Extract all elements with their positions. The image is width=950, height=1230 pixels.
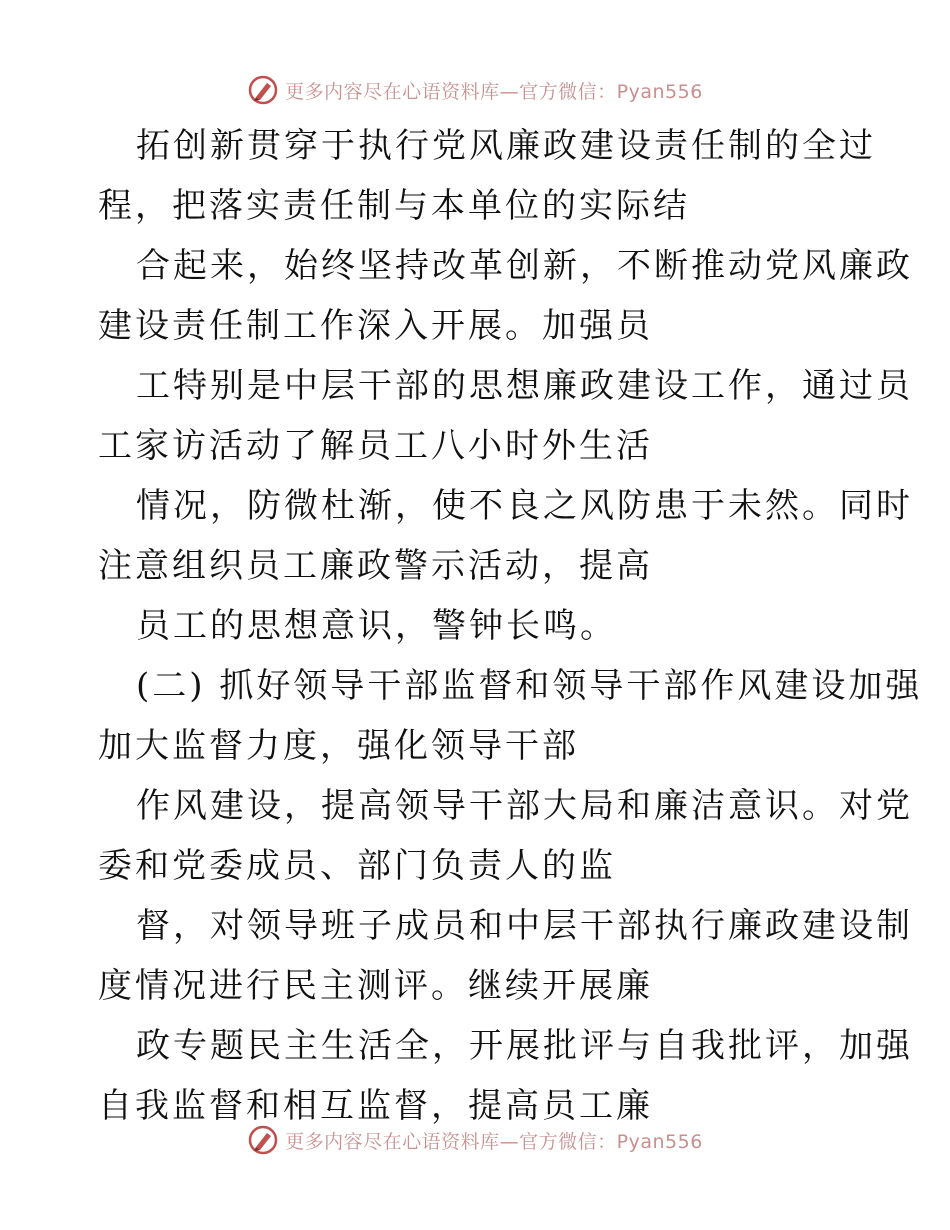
text-line: 加大监督力度，强化领导干部 [98,726,579,766]
watermark-text: 更多内容尽在心语资料库—官方微信：Pyan556 [285,80,703,103]
text-line: 政专题民主生活全，开展批评与自我批评，加强 [136,1026,913,1066]
footer-watermark [0,1120,950,1160]
text-line: 工特别是中层干部的思想廉政建设工作，通过员 [136,366,913,406]
pen-logo-icon [247,1124,279,1156]
text-line: 督，对领导班子成员和中层干部执行廉政建设制 [136,906,913,946]
text-line: 注意组织员工廉政警示活动，提高 [98,546,653,586]
text-line: (二) 抓好领导干部监督和领导干部作风建设加强 [136,666,923,706]
text-line: 员工的思想意识，警钟长鸣。 [136,606,617,646]
document-body [98,116,923,1136]
text-line: 程，把落实责任制与本单位的实际结 [98,186,690,226]
text-line: 拓创新贯穿于执行党风廉政建设责任制的全过 [136,126,876,166]
text-line: 建设责任制工作深入开展。加强员 [98,306,653,346]
text-line: 度情况进行民主测评。继续开展廉 [98,966,653,1006]
watermark-text: 更多内容尽在心语资料库—官方微信：Pyan556 [285,1130,703,1153]
pen-logo-icon [247,74,279,106]
text-line: 工家访活动了解员工八小时外生活 [98,426,653,466]
header-watermark [0,70,950,110]
text-line: 情况，防微杜渐，使不良之风防患于未然。同时 [136,486,913,526]
text-line: 合起来，始终坚持改革创新，不断推动党风廉政 [136,246,913,286]
text-line: 自我监督和相互监督，提高员工廉 [98,1086,653,1126]
text-line: 委和党委成员、部门负责人的监 [98,846,616,886]
text-line: 作风建设，提高领导干部大局和廉洁意识。对党 [136,786,913,826]
